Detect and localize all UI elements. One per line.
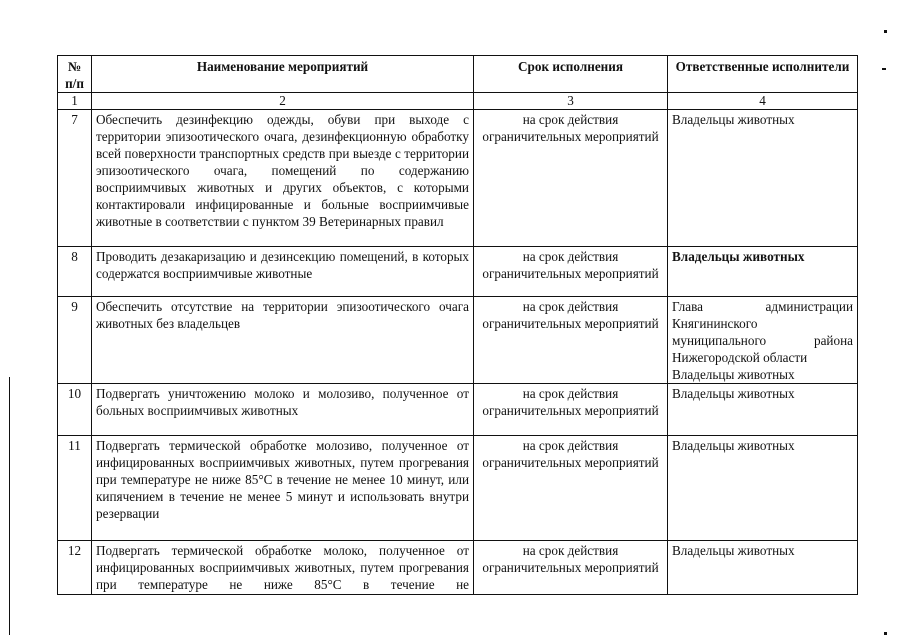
scan-mark-left-margin [9,377,10,635]
table-row [58,110,858,247]
table-row [58,384,858,436]
measure-term: на срок действия ограничительных мероприятий [474,110,668,247]
column-number-row [58,93,858,110]
header-num: № п/п [58,56,92,93]
measure-name: Проводить дезакаризацию и дезинсекцию помещений, в которых содержатся восприимчивые животные [92,247,474,297]
column-number-4: 4 [668,93,858,110]
measure-responsible [668,297,858,384]
row-number: 9 [58,297,92,384]
measure-term: на срок действия ограничительных мероприятий [474,541,668,595]
measure-name: Обеспечить отсутствие на территории эпизоотического очага животных без владельцев [92,297,474,384]
responsible-line: Владельцы животных [672,367,795,382]
row-number: 7 [58,110,92,247]
measures-table [57,55,858,595]
responsible-line: Княгининского [672,316,758,331]
table-row [58,297,858,384]
header-term: Срок исполнения [474,56,668,93]
measure-responsible: Владельцы животных [668,541,858,595]
responsible-line: муниципального района [672,333,853,348]
column-number-3: 3 [474,93,668,110]
measure-name: Подвергать термической обработке молозиво, полученное от инфицированных восприимчивых животных, путем прогревания при температуре не ниже 85°С в течение не менее 10 минут, или кипячением в течение не менее 5 минут и использовать внутри резервации [92,436,474,541]
measure-responsible: Владельцы животных [668,110,858,247]
measure-term: на срок действия ограничительных мероприятий [474,297,668,384]
scan-mark-bottom-right [884,632,887,635]
row-number: 10 [58,384,92,436]
measure-name: Обеспечить дезинфекцию одежды, обуви при выходе с территории эпизоотического очага, дезинфекционную обработку всей поверхности транспортных средств при выезде с территории эпизоотического очага, помещений по содержанию восприимчивых животных и других объектов, с которыми контактировали инфицированные и больные восприимчивые животные в соответствии с пунктом 39 Ветеринарных правил [92,110,474,247]
row-number: 11 [58,436,92,541]
scan-mark-top-right [884,30,887,33]
table-row [58,247,858,297]
measure-term: на срок действия ограничительных мероприятий [474,247,668,297]
measure-responsible: Владельцы животных [668,247,858,297]
column-number-2: 2 [92,93,474,110]
column-number-1: 1 [58,93,92,110]
responsible-line: Глава администрации [672,299,853,314]
measure-term: на срок действия ограничительных мероприятий [474,384,668,436]
table-row [58,436,858,541]
header-name: Наименование мероприятий [92,56,474,93]
table-header-row [58,56,858,93]
table-row [58,541,858,595]
measure-name: Подвергать уничтожению молоко и молозиво, полученное от больных восприимчивых животных [92,384,474,436]
measure-responsible: Владельцы животных [668,436,858,541]
measure-name: Подвергать термической обработке молоко, полученное от инфицированных восприимчивых животных, путем прогревания при температуре не ниже 85°С в течение не [92,541,474,595]
row-number: 8 [58,247,92,297]
header-resp: Ответственные исполнители [668,56,858,93]
responsible-line: Нижегородской области [672,350,808,365]
measure-term: на срок действия ограничительных мероприятий [474,436,668,541]
measure-responsible: Владельцы животных [668,384,858,436]
row-number: 12 [58,541,92,595]
scan-mark-right [882,68,886,70]
